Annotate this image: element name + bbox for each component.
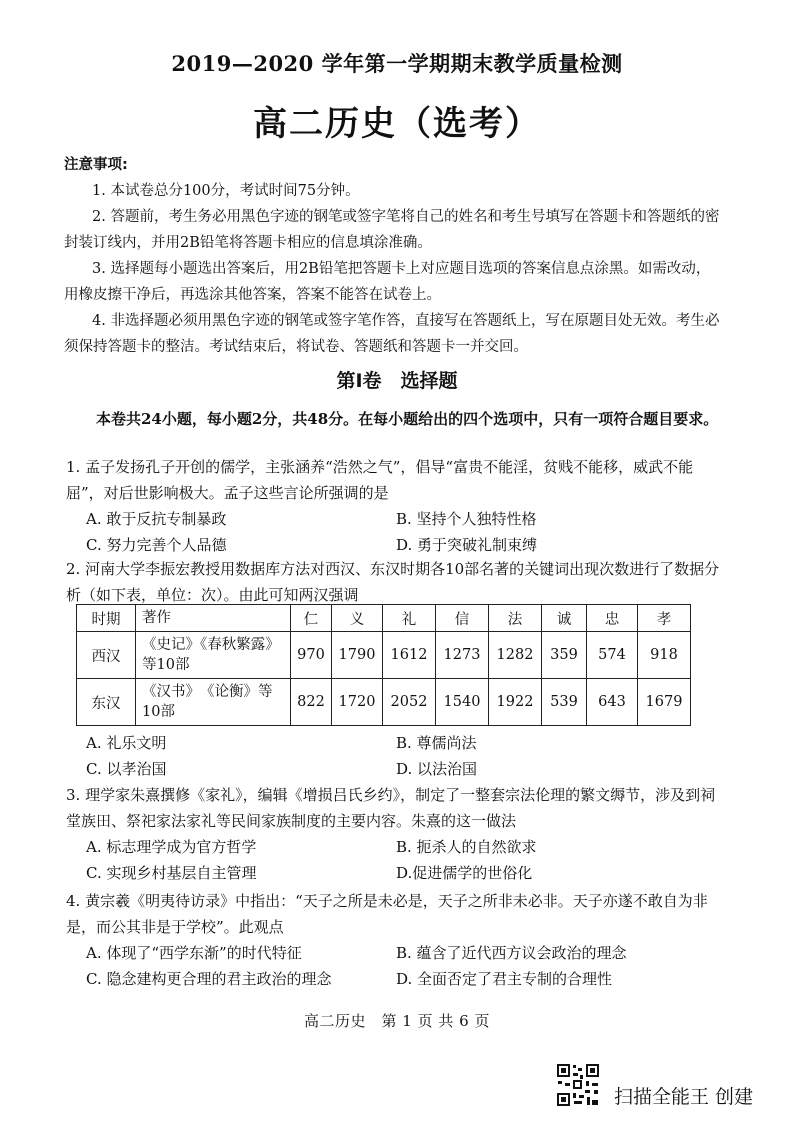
option-d: D. 勇于突破礼制束缚 — [396, 536, 538, 554]
notes-heading: 注意事项: — [64, 157, 128, 173]
table-cell: 1922 — [489, 679, 542, 726]
question-1-options — [86, 506, 706, 558]
table-header-cell: 法 — [489, 605, 542, 632]
notes-block — [64, 152, 724, 360]
option-b: B. 坚持个人独特性格 — [396, 510, 537, 528]
table-header-row — [77, 605, 691, 632]
table-cell: 643 — [587, 679, 638, 726]
table-cell: 1282 — [489, 632, 542, 679]
option-a: A. 标志理学成为官方哲学 — [86, 838, 257, 856]
note-item: 3. 选择题每小题选出答案后，用2B铅笔把答题卡上对应题目选项的答案信息点涂黑。如需改动，用橡皮擦干净后，再选涂其他答案，答案不能答在试卷上。 — [64, 261, 711, 303]
option-c: C. 努力完善个人品德 — [86, 536, 227, 554]
table-cell: 1612 — [383, 632, 436, 679]
table-cell: 1790 — [332, 632, 383, 679]
section-instruction: 本卷共24小题，每小题2分，共48分。在每小题给出的四个选项中，只有一项符合题目要求。 — [96, 410, 719, 428]
option-d: D. 以法治国 — [396, 760, 478, 778]
question-4-stem: 4. 黄宗羲《明夷待访录》中指出：“天子之所是未必是，天子之所非未必非。天子亦遂不敢自为非是，而公其非是于学校”。此观点 — [66, 892, 708, 936]
question-1-stem: 1. 孟子发扬孔子开创的儒学，主张涵养“浩然之气”，倡导“富贵不能淫，贫贱不能移，威武不能屈”，对后世影响极大。孟子这些言论所强调的是 — [66, 458, 694, 502]
question-3-stem: 3. 理学家朱熹撰修《家礼》，编辑《增损吕氏乡约》，制定了一整套宗法伦理的繁文缛节，涉及到祠堂族田、祭祀家法家礼等民间家族制度的主要内容。朱熹的这一做法 — [66, 786, 716, 830]
table-cell: 574 — [587, 632, 638, 679]
table-cell: 822 — [291, 679, 332, 726]
table-header-cell: 礼 — [383, 605, 436, 632]
note-item: 1. 本试卷总分100分，考试时间75分钟。 — [92, 183, 360, 199]
table-cell: 1273 — [436, 632, 489, 679]
option-c: C. 隐念建构更合理的君主政治的理念 — [86, 970, 332, 988]
table-header-cell: 著作 — [136, 605, 291, 632]
subject-title: 高二历史（选考） — [253, 104, 541, 144]
option-a: A. 礼乐文明 — [86, 734, 167, 752]
table-header-cell: 时期 — [77, 605, 136, 632]
option-d: D.促进儒学的世俗化 — [396, 864, 533, 882]
exam-title: 2019—2020 学年第一学期期末教学质量检测 — [171, 51, 623, 76]
page-footer: 高二历史 第 1 页 共 6 页 — [304, 1012, 490, 1030]
table-header-cell: 信 — [436, 605, 489, 632]
table-row — [77, 679, 691, 726]
option-a: A. 敢于反抗专制暴政 — [86, 510, 227, 528]
table-header-cell: 诚 — [542, 605, 587, 632]
question-2-options — [86, 730, 706, 782]
option-b: B. 扼杀人的自然欲求 — [396, 838, 537, 856]
table-cell: 《史记》《春秋繁露》等10部 — [136, 632, 291, 679]
table-header-cell: 仁 — [291, 605, 332, 632]
table-cell: 539 — [542, 679, 587, 726]
option-a: A. 体现了“西学东渐”的时代特征 — [86, 944, 302, 962]
table-cell: 359 — [542, 632, 587, 679]
table-cell: 918 — [638, 632, 691, 679]
question-4-options — [86, 940, 706, 992]
table-cell: 东汉 — [77, 679, 136, 726]
note-item: 4. 非选择题必须用黑色字迹的钢笔或签字笔作答，直接写在答题纸上，写在原题目处无效。考生必须保持答题卡的整洁。考试结束后，将试卷、答题纸和答题卡一并交回。 — [64, 313, 720, 355]
option-b: B. 蕴含了近代西方议会政治的理念 — [396, 944, 627, 962]
qr-code-icon — [556, 1063, 600, 1107]
table-cell: 970 — [291, 632, 332, 679]
table-header-cell: 忠 — [587, 605, 638, 632]
table-cell: 《汉书》 《论衡》等10部 — [136, 679, 291, 726]
table-cell: 1720 — [332, 679, 383, 726]
question-2-stem: 2. 河南大学李振宏教授用数据库方法对西汉、东汉时期各10部名著的关键词出现次数进行了数据分析（如下表，单位：次）。由此可知两汉强调 — [66, 560, 720, 604]
question-3-options — [86, 834, 706, 886]
option-c: C. 以孝治国 — [86, 760, 167, 778]
table-cell: 2052 — [383, 679, 436, 726]
table-cell: 1679 — [638, 679, 691, 726]
keyword-table — [76, 604, 691, 726]
table-header-cell: 孝 — [638, 605, 691, 632]
section-title: 第Ⅰ卷 选择题 — [336, 370, 458, 392]
note-item: 2. 答题前，考生务必用黑色字迹的钢笔或签字笔将自己的姓名和考生号填写在答题卡和答题纸的密封装订线内，并用2B铅笔将答题卡相应的信息填涂准确。 — [64, 209, 720, 251]
option-b: B. 尊儒尚法 — [396, 734, 477, 752]
table-row — [77, 632, 691, 679]
scanner-watermark: 扫描全能王 创建 — [614, 1086, 754, 1108]
table-cell: 1540 — [436, 679, 489, 726]
option-c: C. 实现乡村基层自主管理 — [86, 864, 257, 882]
option-d: D. 全面否定了君主专制的合理性 — [396, 970, 613, 988]
table-header-cell: 义 — [332, 605, 383, 632]
table-cell: 西汉 — [77, 632, 136, 679]
